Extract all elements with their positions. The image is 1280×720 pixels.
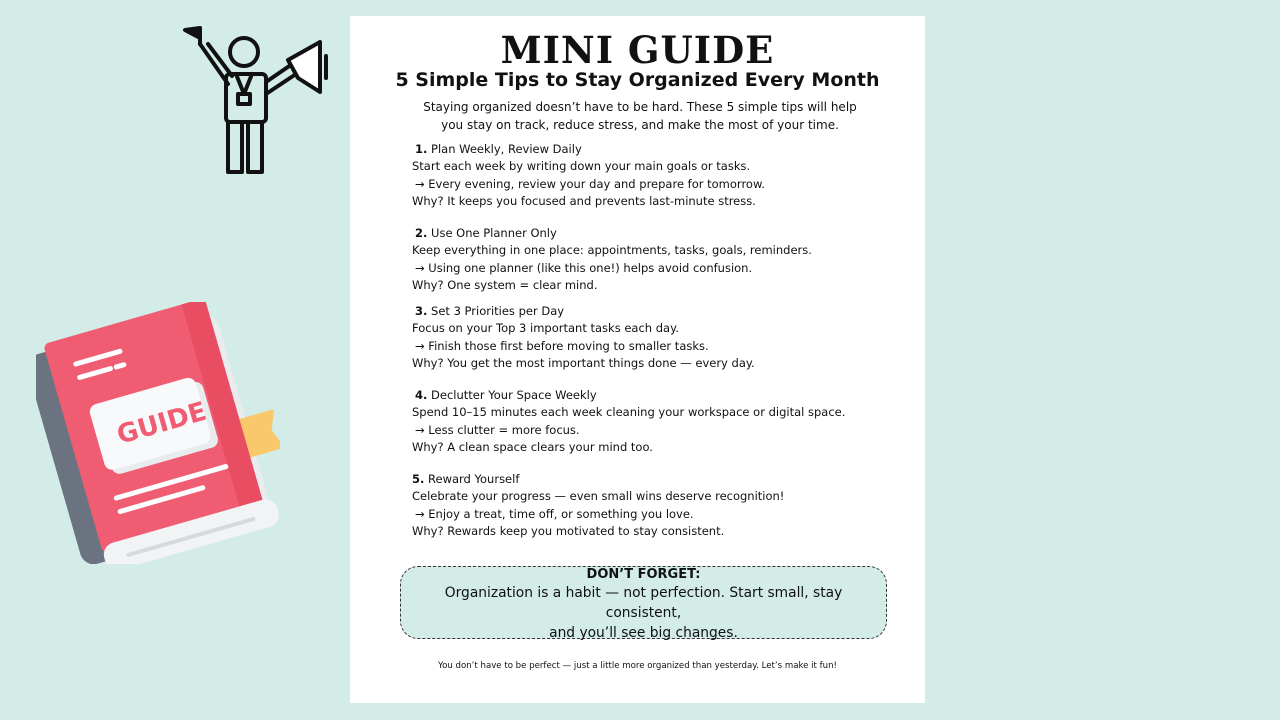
page-title: MINI GUIDE [500,28,775,72]
callout-body-line-2: and you’ll see big changes. [549,625,738,641]
tip-why: Why? You get the most important things done — every day. [412,356,755,371]
tip-action: → Enjoy a treat, time off, or something you love. [415,506,694,521]
tip-heading [412,141,912,158]
tip-number: 1. [415,142,428,156]
tip-title: Plan Weekly, Review Daily [431,142,582,156]
intro-paragraph [410,98,870,134]
tip-number: 5. [412,472,425,486]
tip-description: Focus on your Top 3 important tasks each day. [412,321,679,336]
tip-title: Declutter Your Space Weekly [431,388,597,402]
tip-heading [412,303,912,320]
footer-note: You don’t have to be perfect — just a little more organized than yesterday. Let’s make it fun! [437,661,838,671]
tip-heading [412,225,912,242]
page-subtitle: 5 Simple Tips to Stay Organized Every Month [395,69,880,91]
tip-description: Celebrate your progress — even small wins deserve recognition! [412,489,785,504]
tip-number: 4. [415,388,428,402]
guide-person-megaphone-icon [180,22,335,178]
tip-title: Use One Planner Only [431,226,557,240]
tip-action: → Using one planner (like this one!) helps avoid confusion. [415,260,753,275]
intro-line-2: you stay on track, reduce stress, and make the most of your time. [441,118,839,132]
tip-why: Why? Rewards keep you motivated to stay consistent. [412,524,725,539]
tip-title: Reward Yourself [428,472,520,486]
tip-description: Spend 10–15 minutes each week cleaning your workspace or digital space. [412,405,846,420]
tip-heading [412,471,912,488]
guide-book-icon [36,302,280,564]
tip-1 [412,141,912,211]
tip-action: → Every evening, review your day and prepare for tomorrow. [415,176,765,191]
tip-number: 2. [415,226,428,240]
guide-page [350,16,925,703]
tip-heading [412,387,912,404]
tip-action: → Finish those first before moving to smaller tasks. [415,338,709,353]
tip-4 [412,387,912,457]
intro-line-1: Staying organized doesn’t have to be hard. These 5 simple tips will help [423,100,857,114]
book-cover-text: GUIDE [113,396,210,451]
callout-heading: DON’T FORGET: [586,567,701,582]
tip-title: Set 3 Priorities per Day [431,304,565,318]
tip-5 [412,471,912,541]
tip-why: Why? It keeps you focused and prevents last-minute stress. [412,194,756,209]
dont-forget-callout [400,566,887,639]
tip-why: Why? One system = clear mind. [412,278,598,293]
callout-body-line-1: Organization is a habit — not perfection. Start small, stay consistent, [444,585,843,621]
tip-number: 3. [415,304,428,318]
tip-description: Start each week by writing down your main goals or tasks. [412,159,751,174]
tip-action: → Less clutter = more focus. [415,422,580,437]
tip-2 [412,225,912,295]
tip-why: Why? A clean space clears your mind too. [412,440,653,455]
tip-description: Keep everything in one place: appointments, tasks, goals, reminders. [412,243,812,258]
tip-3 [412,303,912,373]
